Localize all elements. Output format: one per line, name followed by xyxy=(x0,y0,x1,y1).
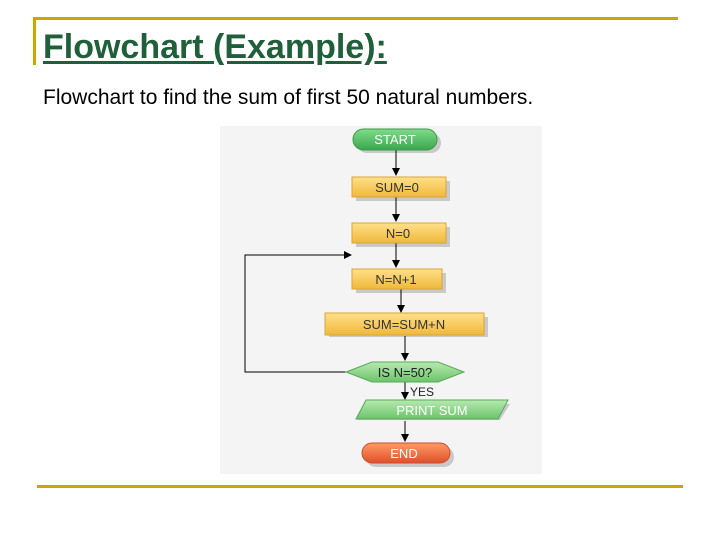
node-init-n xyxy=(352,223,446,243)
node-start xyxy=(353,129,437,150)
left-rule xyxy=(33,17,36,65)
node-start-label: START xyxy=(374,132,416,147)
node-accumulate-label: SUM=SUM+N xyxy=(362,317,446,332)
node-output-label: PRINT SUM xyxy=(396,403,468,418)
node-increment xyxy=(352,269,442,289)
slide-title: Flowchart (Example): xyxy=(43,28,387,66)
node-end-label: END xyxy=(390,446,418,461)
node-increment-label: N=N+1 xyxy=(375,272,417,287)
node-accumulate xyxy=(325,313,484,335)
node-end xyxy=(362,443,450,463)
yes-label: YES xyxy=(410,385,435,399)
node-decision-label: IS N=50? xyxy=(377,365,433,380)
slide-subtitle: Flowchart to find the sum of first 50 natural numbers. xyxy=(43,86,534,109)
bottom-rule xyxy=(37,485,683,488)
node-init-sum-label: SUM=0 xyxy=(375,180,419,195)
flowchart-diagram xyxy=(220,126,542,474)
node-init-n-label: N=0 xyxy=(385,226,411,241)
flowchart-panel xyxy=(220,126,542,474)
node-output xyxy=(356,400,510,420)
node-init-sum xyxy=(352,177,446,197)
node-decision xyxy=(346,362,464,382)
top-rule xyxy=(33,17,678,20)
